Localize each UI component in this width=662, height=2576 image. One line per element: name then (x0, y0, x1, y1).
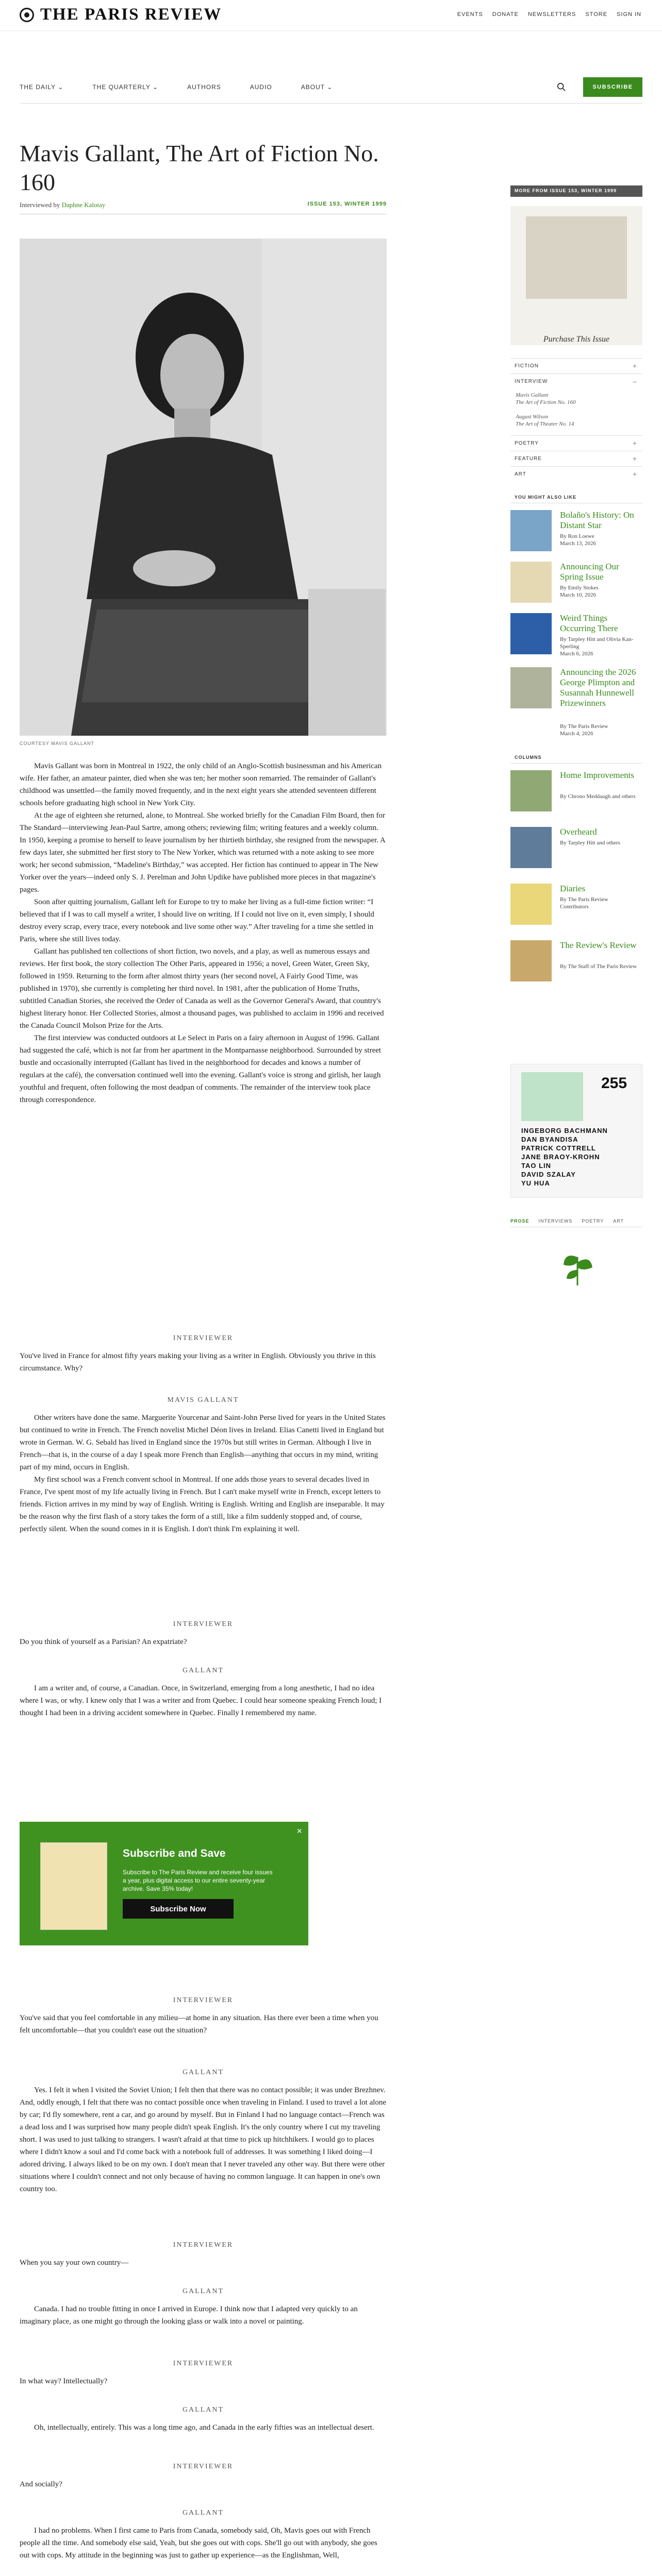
related-title[interactable]: Announcing the 2026 George Plimpton and Susannah Hunnewell Prizewinners (560, 667, 636, 708)
issue-header: MORE FROM ISSUE 153, WINTER 1999 (510, 185, 642, 197)
issue-cover (526, 216, 627, 299)
column-author: By The Paris Review Contributors (560, 896, 608, 910)
tab-prose[interactable]: PROSE (510, 1218, 529, 1224)
interviewer-link[interactable]: Daphne Kalotay (61, 201, 106, 209)
question: You've said that you feel comfortable in any milieu—at home in any situation. Has there ever been a time when you felt uncomfortable—that you couldn't ease out the situation? (20, 2014, 378, 2035)
toc-label: FEATURE (515, 456, 542, 462)
column-title[interactable]: Home Improvements (560, 770, 634, 780)
top-links (457, 11, 641, 18)
intro-paragraph: Mavis Gallant was born in Montreal in 1922, the only child of an Anglo-Scottish businessman and his American wife. Her father, an amateur painter, died when she was ten; her mother soon remarried. The remainder of Gallant's childhood was unsettled—the family moved frequently, and in the next eight years she attended seventeen different schools before graduating high school in New York City. (20, 762, 382, 807)
column-author: By Tarpley Hitt and others (560, 840, 620, 846)
question: You've lived in France for almost fifty years making your living as a writer in English. Obviously you thrive in this circumstance. Why? (20, 1352, 376, 1372)
related-item[interactable] (510, 562, 642, 608)
portrait-photo (20, 239, 387, 736)
nav-label: THE DAILY (20, 83, 56, 91)
speaker-label: GALLANT (182, 2406, 224, 2414)
top-bar (0, 0, 662, 31)
speaker-label: INTERVIEWER (173, 2360, 234, 2367)
ad-name: DAN BYANDISA (521, 1136, 578, 1143)
ad-issue-number: 255 (601, 1075, 627, 1092)
minus-icon: – (633, 377, 637, 385)
question: Do you think of yourself as a Parisian? An expatriate? (20, 1638, 187, 1646)
related-item[interactable] (510, 613, 642, 659)
answer (20, 1682, 387, 1719)
related-thumbnail (510, 562, 552, 603)
logo-icon (20, 8, 34, 22)
toc-interview[interactable] (510, 374, 642, 389)
related-author: By The Paris Review March 4, 2026 (560, 723, 608, 737)
related-title[interactable]: Bolaño's History: On Distant Star (560, 510, 634, 530)
divider (20, 103, 642, 104)
popup-title: Subscribe and Save (123, 1848, 226, 1859)
top-link-events[interactable]: EVENTS (457, 11, 483, 18)
nav-item-authors[interactable]: AUTHORS (187, 83, 221, 91)
answer-paragraph: I am a writer and, of course, a Canadian. Once, in Switzerland, emerging from a long anesthetic, I had no idea where I was, or why. I knew only that I was a writer and from Quebec. I could hear someone speaking French loud; I thought I had been in a driving accident somewhere in Quebec. Finally I remembered my name. (20, 1684, 382, 1717)
ad-name: PATRICK COTTRELL (521, 1144, 596, 1152)
top-link-sign-in[interactable]: SIGN IN (617, 11, 641, 18)
answer-paragraph: I had no problems. When I first came to Paris from Canada, somebody said, Oh, Mavis goes out with French people all the time. And somebody else said, Yeah, but she goes out with cops. She'll go out with anybody, she goes out with cops. My attitude in the beginning was just to gather up experience—as the Englishman, Well, (20, 2527, 377, 2560)
toc-label: POETRY (515, 440, 539, 446)
related-author: By Ron Loewe March 13, 2026 (560, 533, 596, 547)
top-link-store[interactable]: STORE (585, 11, 608, 18)
byline (20, 201, 387, 214)
plus-icon: + (632, 439, 637, 447)
tab-poetry[interactable]: POETRY (582, 1218, 604, 1224)
byline-prefix: Interviewed by (20, 201, 60, 209)
column-title[interactable]: Overheard (560, 827, 597, 837)
magazine-cover (40, 1842, 107, 1930)
toc-fiction[interactable] (510, 358, 642, 374)
speaker-label: MAVIS GALLANT (167, 1396, 239, 1404)
answer (20, 2084, 387, 2195)
chevron-down-icon: ⌄ (327, 83, 333, 91)
issue-box[interactable] (510, 206, 642, 345)
site-logo[interactable] (20, 5, 222, 24)
nav-item-quarterly[interactable] (92, 83, 158, 91)
column-item[interactable] (510, 770, 642, 817)
also-like-header: YOU MIGHT ALSO LIKE (510, 492, 642, 503)
subscribe-popup (20, 1822, 308, 1945)
question: In what way? Intellectually? (20, 2377, 108, 2385)
popup-subscribe-button[interactable]: Subscribe Now (123, 1899, 234, 1919)
columns-header: COLUMNS (510, 752, 642, 764)
nav-label: ABOUT (301, 83, 325, 91)
column-title[interactable]: The Review's Review (560, 940, 637, 950)
related-thumbnail (510, 667, 552, 708)
intro-paragraph: Soon after quitting journalism, Gallant left for Europe to try to make her living as a full-time fiction writer: “I believed that if I was to call myself a writer, I should live on writing. If I could not live on it, even simply, I should destroy every scrap, every trace, every notebook and live some other way.” After traveling for a time she settled in Paris, where she still lives today. (20, 898, 374, 943)
related-item[interactable] (510, 510, 642, 556)
close-icon[interactable]: × (296, 1826, 302, 1836)
ad-name: INGEBORG BACHMANN (521, 1127, 608, 1134)
answer-paragraph: My first school was a French convent school in Montreal. If one adds those years to several decades lived in France, I've spent most of my life actually living in French. But I can't make myself write in French, except letters to friends. Fiction arrives in my mind by way of English. Writing is English. Writing and English are inseparable. It may be the reason why the first flash of a story takes the form of a still, like a film suddenly stopped and, of course, perfectly silent. When the sound comes in it is English. I don't think I'm explaining it well. (20, 1476, 385, 1533)
speaker-label: GALLANT (182, 2069, 224, 2076)
column-author: By The Staff of The Paris Review (560, 963, 637, 970)
speaker-label: INTERVIEWER (173, 2241, 234, 2249)
tab-art[interactable]: ART (613, 1218, 624, 1224)
intro-paragraph: The first interview was conducted outdoors at Le Select in Paris on a fairy afternoon in August of 1996. Gallant had suggested the café, which is not far from her apartment in the Montparnasse neighborhood. Surrounded by street bustle and occasionally interrupted (Gallant has lived in the neighborhood for decades and knows a number of regulars at the café), the conversation continued well into the evening. Gallant's voice is strong and girlish, her laugh youthful and frequent, often following the most deadpan of comments. The remainder of the interview took place through correspondence. (20, 1034, 382, 1104)
nav-label: THE QUARTERLY (92, 83, 151, 91)
popup-text: Subscribe to The Paris Review and receive four issues a year, plus digital access to our entire seventy-year archive. Save 35% today! (123, 1869, 273, 1892)
logo-text: THE PARIS REVIEW (40, 5, 222, 24)
chevron-down-icon: ⌄ (58, 83, 64, 91)
related-title[interactable]: Announcing Our Spring Issue (560, 562, 619, 582)
speaker-label: GALLANT (182, 1667, 224, 1674)
speaker-label: INTERVIEWER (173, 1996, 234, 2004)
related-title[interactable]: Weird Things Occurring There (560, 613, 618, 633)
ad-contributors (521, 1126, 608, 1188)
question: And socially? (20, 2480, 62, 2488)
speaker-label: GALLANT (182, 2509, 224, 2517)
toc-label: ART (515, 471, 526, 477)
column-title[interactable]: Diaries (560, 884, 586, 893)
column-thumbnail (510, 940, 552, 981)
toc-interview-items[interactable]: Mavis Gallant The Art of Fiction No. 160 August Wilson The Art of Theater No. 14 (516, 392, 576, 427)
sidebar-ad[interactable] (510, 1064, 642, 1198)
answer-paragraph: Oh, intellectually, entirely. This was a long time ago, and Canada in the early fifties was an intellectual desert. (34, 2424, 374, 2432)
answer-paragraph: Other writers have done the same. Marguerite Yourcenar and Saint-John Perse lived for years in the United States but continued to write in French. The French novelist Michel Déon lives in Ireland. Elias Canetti lived in England but wrote in German. W. G. Sebald has lived in England since the 1970s but still writes in German. Although I live in French—that is, in the course of a day I speak more French than English—anything that occurs in my mind, writing part of my mind, occurs in English. (20, 1414, 386, 1471)
purchase-link[interactable]: Purchase This Issue (543, 335, 610, 344)
speaker-label: INTERVIEWER (173, 1334, 234, 1342)
byline-text (20, 201, 105, 209)
issue-link[interactable]: ISSUE 153, WINTER 1999 (307, 201, 387, 207)
ad-name: JANE BRAOY-KROHN (521, 1153, 600, 1161)
article-title: Mavis Gallant, The Art of Fiction No. 160 (20, 140, 379, 195)
ad-name: YU HUA (521, 1179, 550, 1187)
main-nav (0, 77, 662, 98)
column-item[interactable] (510, 827, 642, 873)
related-author: By Emily Stokes March 10, 2026 (560, 585, 599, 598)
chevron-down-icon: ⌄ (153, 83, 159, 91)
answer (20, 1412, 387, 1535)
column-item[interactable] (510, 884, 642, 930)
plus-icon: + (632, 362, 637, 370)
plus-icon: + (632, 454, 637, 463)
answer (20, 2524, 387, 2562)
speaker-label: INTERVIEWER (173, 2463, 234, 2470)
top-link-donate[interactable]: DONATE (492, 11, 519, 18)
related-thumbnail (510, 613, 552, 654)
answer (20, 2421, 387, 2434)
related-author: By Tarpley Hitt and Olivia Kan-Sperling March 6, 2026 (560, 636, 634, 657)
column-thumbnail (510, 827, 552, 868)
question: When you say your own country— (20, 2259, 129, 2267)
article-intro (20, 760, 387, 1106)
plus-icon: + (632, 470, 637, 478)
sidebar-tabs (510, 1218, 642, 1227)
speaker-label: GALLANT (182, 2287, 224, 2295)
nav-item-daily[interactable] (20, 83, 63, 91)
search-icon[interactable] (557, 82, 566, 92)
nav-item-about[interactable] (301, 83, 333, 91)
answer-paragraph: Canada. I had no trouble fitting in once I arrived in Europe. I think now that I adapted very quickly to an imaginary place, as one might go through the looking glass or walk into a novel or painting. (20, 2305, 358, 2326)
author-photo (20, 239, 387, 736)
top-link-newsletters[interactable]: NEWSLETTERS (527, 11, 576, 18)
intro-paragraph: Gallant has published ten collections of short fiction, two novels, and a play, as well as numerous essays and reviews. Her first book, the story collection The Other Paris, appeared in 1956; a novel, Green Water, Green Sky, followed in 1959. Returning to the form after almost thirty years (her second novel, A Fairly Good Time, was published in 1970), she currently is completing her third novel. In 1981, after the publication of Home Truths, subtitled Canadian Stories, she received the Order of Canada as well as the Governor General's Award, that country's highest literary honor. Her Collected Stories, almost a thousand pages, was published to acclaim in 1996 and received the Canada Council Molson Prize for the Arts. (20, 947, 384, 1030)
ad-name: TAO LIN (521, 1162, 552, 1170)
answer (20, 2303, 387, 2328)
leaf-icon (559, 1247, 595, 1288)
speaker-label: INTERVIEWER (173, 1620, 234, 1628)
column-thumbnail (510, 884, 552, 925)
nav-item-audio[interactable]: AUDIO (250, 83, 272, 91)
related-item[interactable] (510, 667, 642, 737)
tab-interviews[interactable]: INTERVIEWS (538, 1218, 573, 1224)
answer-paragraph: Yes. I felt it when I visited the Soviet Union; I felt then that there was no contact possible; it was under Brezhnev. And, oddly enough, I felt that there was no contact possible once when traveling in Finland. I used to travel a lot alone by car; I'd fly somewhere, rent a car, and go around by myself. But in Finland I had no language contact—French was a dead loss and I was surprised how many people didn't speak English. It's the only country where I cut my traveling short. I was used to just talking to strangers. I wasn't afraid at that time to pick up hitchhikers. I would go to places where I didn't know a soul and I'd come back with a notebook full of addresses. It was something I liked doing—I adored driving. I always liked to be on my own. I don't mean that I never traveled any other way. But there were other situations where I couldn't connect and not only because of having no common language. It can happen in one's own country too. (20, 2086, 387, 2193)
intro-paragraph: At the age of eighteen she returned, alone, to Montreal. She worked briefly for the Canadian Film Board, then for The Standard—interviewing Jean-Paul Sartre, among others; reviewing film; writing features and a weekly column. In 1950, keeping a promise to herself to leave journalism by her thirtieth birthday, she resigned from the newspaper. A few days later, she submitted her first story to The New Yorker, which was returned with a note asking to see more work; her second submission, “Madeline's Birthday,” was accepted. Her fiction has continued to appear in The New Yorker over the years—indeed only S. J. Perelman and John Updike have published more pieces in that magazine's pages. (20, 811, 386, 894)
subscribe-button[interactable]: SUBSCRIBE (583, 77, 642, 97)
photo-credit: COURTESY MAVIS GALLANT (20, 741, 95, 746)
toc-art[interactable] (510, 466, 642, 482)
toc-label: FICTION (515, 363, 539, 369)
column-item[interactable] (510, 940, 642, 987)
related-thumbnail (510, 510, 552, 551)
ad-name: DAVID SZALAY (521, 1171, 576, 1178)
toc-poetry[interactable] (510, 435, 642, 451)
ad-cover (521, 1072, 583, 1121)
toc-feature[interactable] (510, 451, 642, 466)
column-author: By Chrono Meddaugh and others (560, 793, 636, 800)
column-thumbnail (510, 770, 552, 811)
toc-label: INTERVIEW (515, 379, 548, 384)
